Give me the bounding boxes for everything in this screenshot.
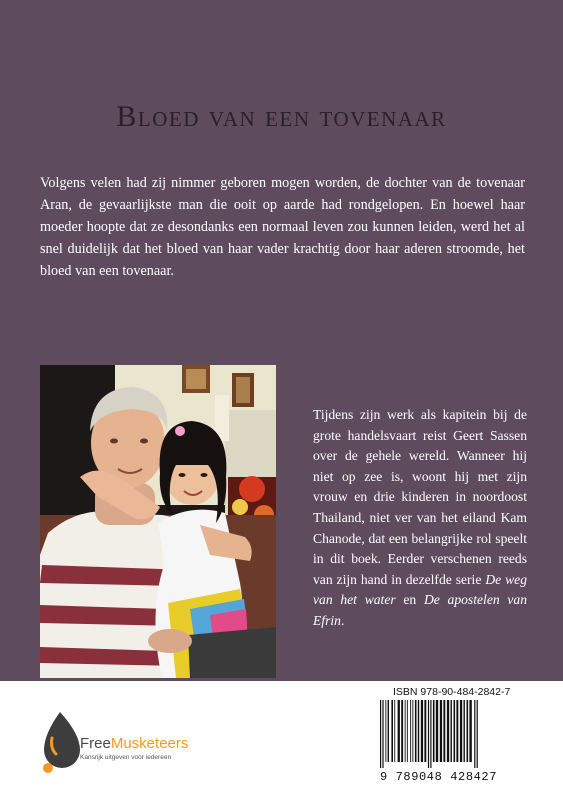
barcode-bar [443,700,445,762]
barcode-bar [405,700,406,762]
barcode-bar [421,700,423,762]
author-photo [40,365,276,678]
barcode-bar [430,700,431,768]
barcode-bar [410,700,411,762]
book-title: Bloed van een tovenaar [116,100,447,133]
barcode-bar [440,700,442,762]
barcode-bar [456,700,458,762]
barcode-bar [474,700,475,768]
barcode-bar [454,700,456,762]
barcode-bar [380,700,381,768]
barcode-bar [447,700,449,762]
barcode-bar [436,700,438,762]
barcode-bar [460,700,462,762]
barcode-bar [415,700,417,762]
barcode-bar [391,700,393,762]
isbn-barcode [378,700,523,768]
series-title-1: De weg van het water [313,571,527,608]
barcode-bar [428,700,429,768]
barcode-bar [464,700,465,762]
book-blurb: Volgens velen had zij nimmer geboren mogen worden, de dochter van de tovenaar Aran, de gevaarlijkste man die ooit op aarde had rondgelopen. En hoewel haar moeder hoopte dat ze desondanks een normaal leven zou kunnen leiden, werd het al snel duidelijk dat het bloed van haar vader krachtig door haar aderen stroomde, het bloed van een tovenaar. [40,175,525,279]
barcode-digits: 9 789048 428427 [380,770,498,784]
barcode-bar [401,700,403,762]
author-bio: Tijdens zijn werk als kapitein bij de grote handelsvaart reist Geert Sassen over de gehele wereld. Wanneer hij niet op zee is, woont hij met zijn vrouw en drie kinderen in noordoost Thailand, niet ver van het eiland Kam Chanode, dat een belangrijke rol speelt in dit boek. Eerder verschenen reeds van zijn hand in dezelfde serie De weg van het water en De apostelen van Efrin. [313,407,527,628]
barcode-bar [451,700,452,762]
barcode-bar [398,700,400,762]
barcode-bar [467,700,469,762]
barcode-bar [433,700,435,762]
barcode-bar [388,700,389,762]
isbn-label: ISBN 978-90-484-2842-7 [393,686,511,698]
barcode-bar [412,700,413,762]
barcode-bar [469,700,471,762]
barcode-bar [382,700,383,768]
barcode-bar [424,700,426,762]
publisher-tagline: Kansrijk uitgeven voor iedereen [80,754,172,761]
series-title-2: De apostelen van Efrin [313,592,527,628]
barcode-bar [385,700,386,762]
barcode-bar [407,700,408,762]
barcode-bar [418,700,419,762]
barcode-bar [394,700,395,762]
publisher-name: FreeMusketeers [80,735,189,752]
barcode-bar [477,700,478,768]
